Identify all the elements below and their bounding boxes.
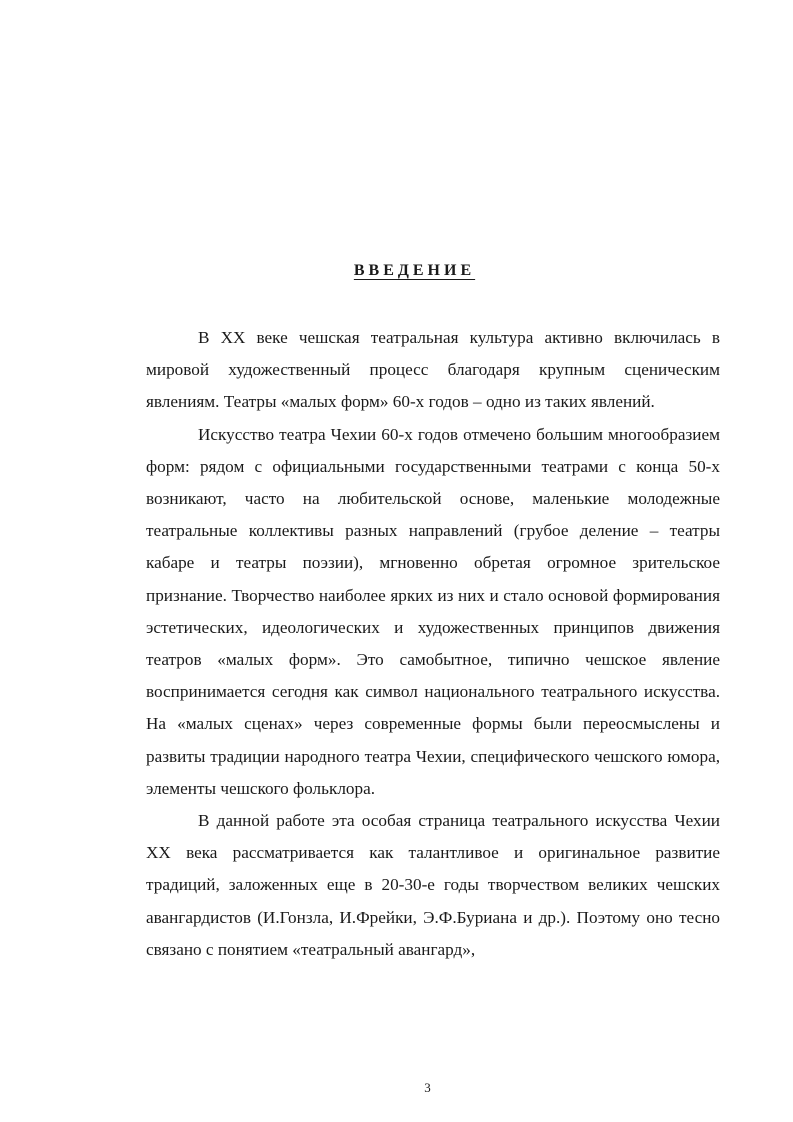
page-number: 3 [424,1080,431,1095]
body-text [146,322,720,966]
paragraph-2: Искусство театра Чехии 60-х годов отмечено большим многообразием форм: рядом с официальными государственными театрами с конца 50-х возникают, часто на любительской основе, маленькие молодежные театральные коллективы разных направлений (грубое деление – театры кабаре и театры поэзии), мгновенно обретая огромное зрительское признание. Творчество наиболее ярких из них и стало основой формирования эстетических, идеологических и художественных принципов движения театров «малых форм». Это самобытное, типично чешское явление воспринимается сегодня как символ национального театрального искусства. На «малых сценах» через современные формы были переосмыслены и развиты традиции народного театра Чехии, специфического чешского юмора, элементы чешского фольклора. [146,424,720,798]
paragraph-1: В XX веке чешская театральная культура активно включилась в мировой художественный процесс благодаря крупным сценическим явлениям. Театры «малых форм» 60-х годов – одно из таких явлений. [146,328,720,412]
paragraph-3: В данной работе эта особая страница театрального искусства Чехии XX века рассматривается как талантливое и оригинальное развитие традиций, заложенных еще в 20-30-е годы творчеством великих чешских авангардистов (И.Гонзла, И.Фрейки, Э.Ф.Буриана и др.). Поэтому оно тесно связано с понятием «театральный авангард», [146,811,720,959]
section-heading: ВВЕДЕНИЕ [353,262,476,279]
